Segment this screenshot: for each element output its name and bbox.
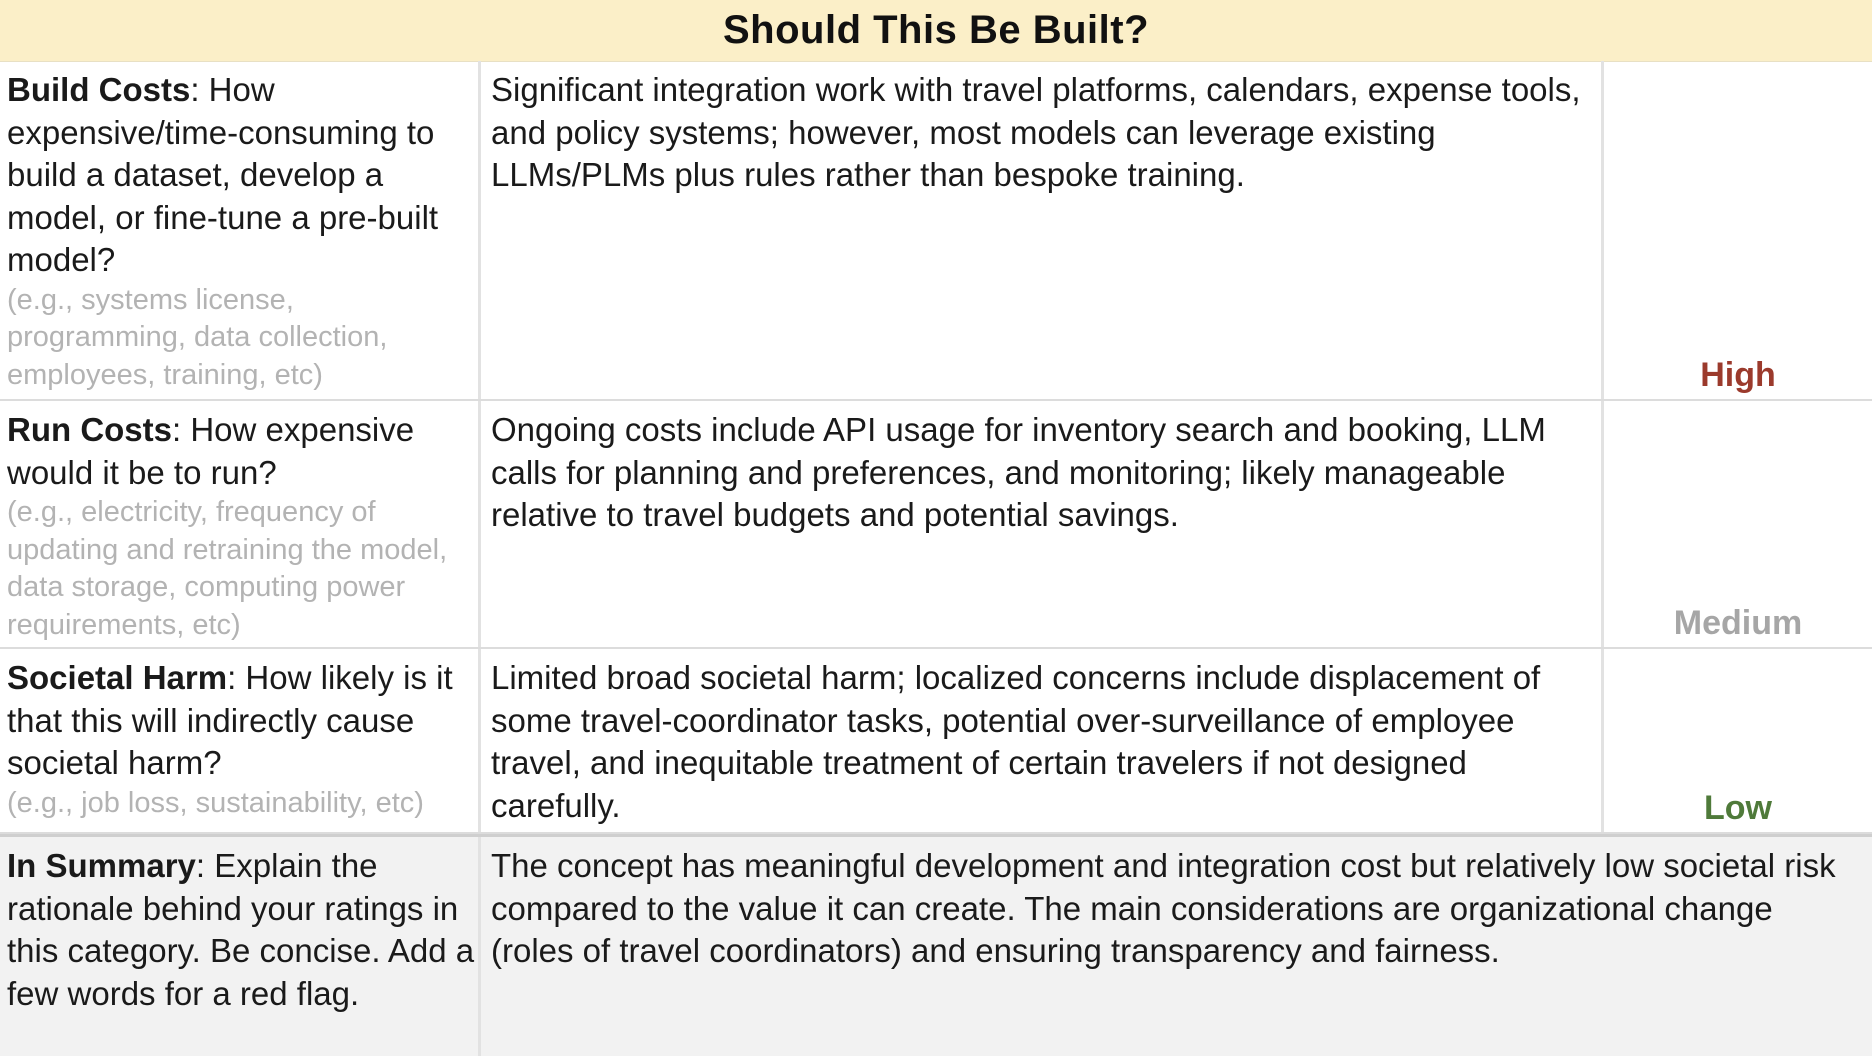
criterion-question (7, 69, 478, 282)
criterion-examples: (e.g., systems license, programming, data collection, employees, training, etc) (7, 283, 388, 391)
criterion-prompt: : How likely is it that this will indirectly cause societal harm? (7, 659, 453, 781)
table-row-societal-harm (0, 649, 1872, 834)
summary-question (7, 845, 478, 1015)
summary-name: In Summary (7, 847, 196, 884)
criterion-prompt: : How expensive would it be to run? (7, 411, 415, 491)
criterion-question (7, 409, 478, 494)
table-row-summary (0, 834, 1872, 1056)
rating-value: High (1700, 356, 1776, 394)
table-row-build-costs (0, 61, 1872, 401)
summary-text: The concept has meaningful development and integration cost but relatively low societal risk compared to the value it can create. The main considerations are organizational change (roles of travel coordinators) and ensuring transparency and fairness. (491, 847, 1836, 969)
description-cell[interactable] (481, 401, 1604, 647)
rating-cell[interactable] (1604, 401, 1872, 647)
criterion-question (7, 657, 478, 785)
rating-value: Medium (1673, 604, 1803, 642)
rating-cell[interactable] (1604, 61, 1872, 399)
description-text: Limited broad societal harm; localized concerns include displacement of some travel-coordinator tasks, potential over-surveillance of employee travel, and inequitable treatment of certain travelers if not designed carefully. (491, 659, 1541, 824)
summary-label-cell[interactable] (0, 837, 481, 1056)
criterion-name: Build Costs (7, 71, 191, 108)
label-cell[interactable] (0, 401, 481, 647)
summary-prompt: : Explain the rationale behind your ratings in this category. Be concise. Add a few words for a red flag. (7, 847, 475, 1012)
rating-value: Low (1704, 789, 1772, 827)
criterion-prompt: : How expensive/time-consuming to build a dataset, develop a model, or fine-tune a pre-built model? (7, 71, 439, 278)
criterion-name: Societal Harm (7, 659, 228, 696)
description-text: Significant integration work with travel platforms, calendars, expense tools, and policy systems; however, most models can leverage existing LLMs/PLMs plus rules rather than bespoke training. (491, 71, 1581, 193)
criterion-examples: (e.g., electricity, frequency of updating and retraining the model, data storage, computing power requirements, etc) (7, 496, 448, 641)
label-cell[interactable] (0, 61, 481, 399)
description-cell[interactable] (481, 649, 1604, 832)
description-text: Ongoing costs include API usage for inventory search and booking, LLM calls for planning and preferences, and monitoring; likely manageable relative to travel budgets and potential savings. (491, 411, 1546, 533)
label-cell[interactable] (0, 649, 481, 832)
sheet-title: Should This Be Built? (0, 0, 1872, 62)
criterion-name: Run Costs (7, 411, 172, 448)
description-cell[interactable] (481, 61, 1604, 399)
rating-cell[interactable] (1604, 649, 1872, 832)
summary-description-cell[interactable] (481, 837, 1872, 1056)
criterion-examples: (e.g., job loss, sustainability, etc) (7, 786, 424, 819)
table-row-run-costs (0, 401, 1872, 649)
